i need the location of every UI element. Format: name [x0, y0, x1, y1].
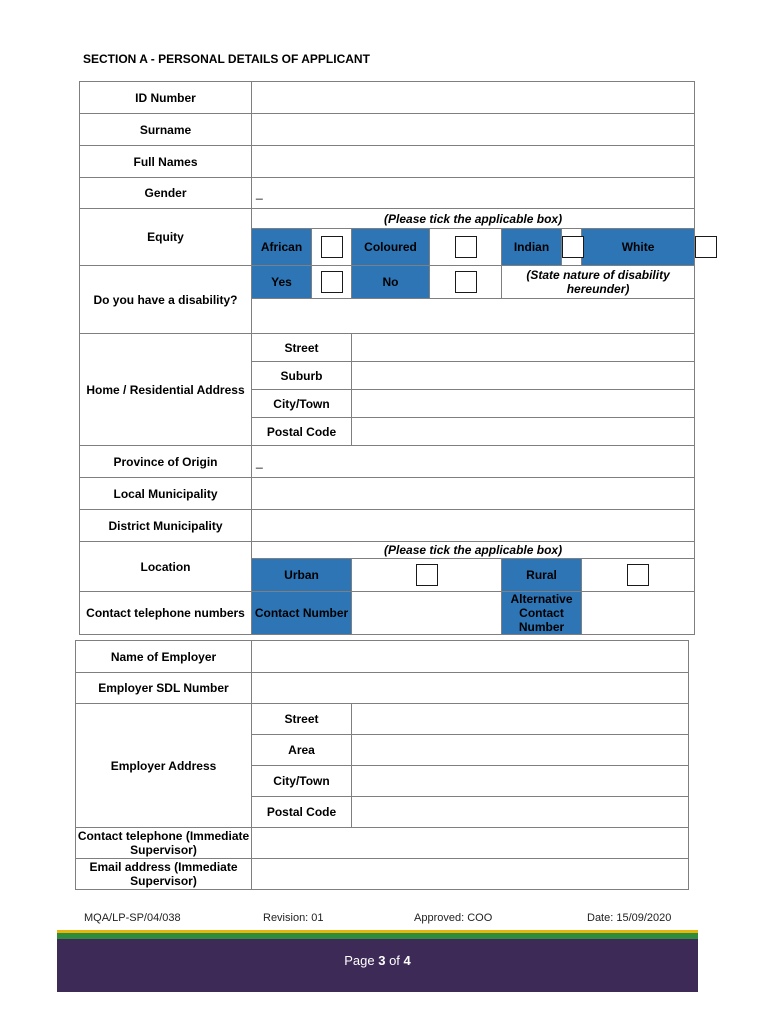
page-prefix: Page — [344, 953, 375, 968]
equity-option-indian: Indian — [502, 229, 562, 266]
urban-checkbox-cell[interactable] — [352, 559, 502, 592]
employer-name-input[interactable] — [252, 641, 689, 673]
address-postal-label: Postal Code — [252, 418, 352, 446]
no-checkbox[interactable] — [455, 271, 477, 293]
employer-details-table — [75, 640, 689, 890]
supervisor-email-input[interactable] — [252, 859, 689, 890]
address-postal-input[interactable] — [352, 418, 695, 446]
id-number-label: ID Number — [80, 82, 252, 114]
address-street-label: Street — [252, 334, 352, 362]
rural-checkbox[interactable] — [627, 564, 649, 586]
province-input[interactable] — [252, 446, 695, 478]
alt-contact-number-input[interactable] — [582, 592, 695, 635]
revision: Revision: 01 — [263, 912, 324, 924]
equity-option-white: White — [582, 229, 695, 266]
employer-city-label: City/Town — [252, 766, 352, 797]
gender-value: _ — [256, 186, 263, 200]
employer-postal-input[interactable] — [352, 797, 689, 828]
equity-option-coloured: Coloured — [352, 229, 430, 266]
indian-checkbox[interactable] — [562, 236, 584, 258]
local-municipality-label: Local Municipality — [80, 478, 252, 510]
approved: Approved: COO — [414, 912, 493, 924]
full-names-input[interactable] — [252, 146, 695, 178]
urban-checkbox[interactable] — [416, 564, 438, 586]
doc-code: MQA/LP-SP/04/038 — [84, 912, 181, 924]
supervisor-phone-label: Contact telephone (Immediate Supervisor) — [76, 828, 252, 859]
full-names-label: Full Names — [80, 146, 252, 178]
address-street-input[interactable] — [352, 334, 695, 362]
local-municipality-input[interactable] — [252, 478, 695, 510]
contact-number-input[interactable] — [352, 592, 502, 635]
section-title: SECTION A - PERSONAL DETAILS OF APPLICANT — [83, 52, 370, 66]
address-suburb-input[interactable] — [352, 362, 695, 390]
white-checkbox[interactable] — [695, 236, 717, 258]
id-number-input[interactable] — [252, 82, 695, 114]
employer-city-input[interactable] — [352, 766, 689, 797]
employer-area-label: Area — [252, 735, 352, 766]
province-label: Province of Origin — [80, 446, 252, 478]
employer-name-label: Name of Employer — [76, 641, 252, 673]
contact-numbers-label: Contact telephone numbers — [80, 592, 252, 635]
address-suburb-label: Suburb — [252, 362, 352, 390]
disability-label: Do you have a disability? — [80, 266, 252, 334]
alt-contact-number-header: Alternative Contact Number — [502, 592, 582, 635]
location-label: Location — [80, 542, 252, 592]
coloured-checkbox[interactable] — [455, 236, 477, 258]
page-total: 4 — [403, 953, 411, 968]
employer-street-label: Street — [252, 704, 352, 735]
page-indicator — [57, 953, 698, 968]
disability-nature-input[interactable] — [252, 299, 695, 334]
home-address-label: Home / Residential Address — [80, 334, 252, 446]
doc-date: Date: 15/09/2020 — [587, 912, 672, 924]
disability-yes: Yes — [252, 266, 312, 299]
address-city-input[interactable] — [352, 390, 695, 418]
indian-checkbox-cell[interactable] — [562, 229, 582, 266]
page-current: 3 — [378, 953, 386, 968]
page-of: of — [389, 953, 400, 968]
employer-address-label: Employer Address — [76, 704, 252, 828]
surname-input[interactable] — [252, 114, 695, 146]
employer-sdl-input[interactable] — [252, 673, 689, 704]
african-checkbox-cell[interactable] — [312, 229, 352, 266]
employer-street-input[interactable] — [352, 704, 689, 735]
employer-sdl-label: Employer SDL Number — [76, 673, 252, 704]
personal-details-table — [79, 81, 695, 635]
surname-label: Surname — [80, 114, 252, 146]
location-urban: Urban — [252, 559, 352, 592]
yes-checkbox-cell[interactable] — [312, 266, 352, 299]
no-checkbox-cell[interactable] — [430, 266, 502, 299]
yes-checkbox[interactable] — [321, 271, 343, 293]
province-value: _ — [256, 454, 263, 469]
gender-input[interactable] — [252, 178, 695, 209]
district-municipality-label: District Municipality — [80, 510, 252, 542]
coloured-checkbox-cell[interactable] — [430, 229, 502, 266]
rural-checkbox-cell[interactable] — [582, 559, 695, 592]
gender-label: Gender — [80, 178, 252, 209]
supervisor-phone-input[interactable] — [252, 828, 689, 859]
disability-no: No — [352, 266, 430, 299]
employer-postal-label: Postal Code — [252, 797, 352, 828]
employer-area-input[interactable] — [352, 735, 689, 766]
equity-label: Equity — [80, 209, 252, 266]
equity-option-african: African — [252, 229, 312, 266]
location-tick-note: (Please tick the applicable box) — [252, 542, 695, 559]
african-checkbox[interactable] — [321, 236, 343, 258]
address-city-label: City/Town — [252, 390, 352, 418]
equity-tick-note: (Please tick the applicable box) — [252, 209, 695, 229]
location-rural: Rural — [502, 559, 582, 592]
supervisor-email-label: Email address (Immediate Supervisor) — [76, 859, 252, 890]
disability-note: (State nature of disability hereunder) — [502, 266, 695, 299]
contact-number-header: Contact Number — [252, 592, 352, 635]
district-municipality-input[interactable] — [252, 510, 695, 542]
